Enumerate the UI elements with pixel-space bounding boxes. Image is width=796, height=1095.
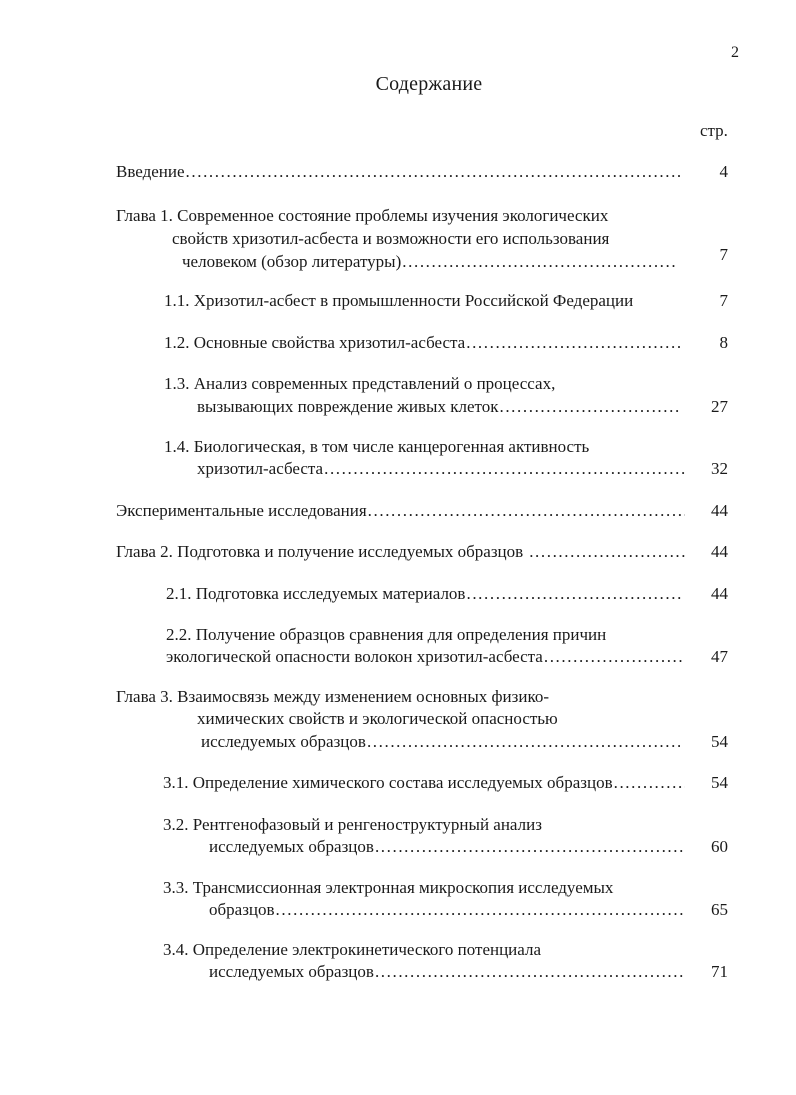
dot-leader — [375, 961, 685, 983]
page-title: Содержание — [375, 73, 483, 95]
toc-entry-text: 2.2. Получение образцов сравнения для определения причин — [166, 625, 607, 644]
toc-entry-text: хризотил-асбеста — [197, 459, 324, 478]
page-column-header: стр. — [700, 121, 728, 140]
dot-leader — [499, 396, 680, 418]
toc-entry-text: Введение — [116, 162, 185, 181]
dot-leader — [324, 458, 685, 480]
toc-entry-text: 3.3. Трансмиссионная электронная микроскопия исследуемых — [163, 878, 614, 897]
dot-leader — [466, 583, 683, 605]
toc-page-ref: 54 — [711, 732, 728, 751]
dot-leader — [375, 836, 685, 858]
dot-leader — [368, 500, 685, 522]
toc-entry-text: исследуемых образцов — [201, 732, 366, 751]
toc-entry-text: 1.4. Биологическая, в том числе канцерогенная активность — [164, 437, 590, 456]
toc-entry-text: 1.2. Основные свойства хризотил-асбеста — [164, 333, 466, 352]
toc-entry-text: экологической опасности волокон хризотил-асбеста — [166, 647, 543, 666]
toc-page-ref: 4 — [719, 162, 728, 181]
toc-entry-text: химических свойств и экологической опасностью — [197, 709, 558, 728]
toc-entry-text: Глава 2. Подготовка и получение исследуемых образцов — [116, 542, 524, 561]
toc-page-ref: 71 — [711, 962, 728, 981]
toc-entry-text: человеком (обзор литературы) — [182, 252, 402, 271]
toc-page-ref: 7 — [719, 245, 728, 264]
toc-entry-text: исследуемых образцов — [209, 837, 374, 856]
dot-leader — [367, 731, 680, 753]
dot-leader — [276, 899, 685, 921]
toc-page-ref: 44 — [711, 542, 728, 561]
toc-entry-text: 3.1. Определение химического состава исследуемых образцов — [163, 773, 613, 792]
page-number: 2 — [731, 44, 739, 61]
toc-page-ref: 27 — [711, 397, 728, 416]
toc-page-ref: 32 — [711, 459, 728, 478]
toc-page-ref: 44 — [711, 584, 728, 603]
toc-page-ref: 54 — [711, 773, 728, 792]
toc-page-ref: 65 — [711, 900, 728, 919]
dot-leader — [466, 332, 680, 354]
toc-entry-text: исследуемых образцов — [209, 962, 374, 981]
toc-page-ref: 47 — [711, 647, 728, 666]
toc-entry-text: вызывающих повреждение живых клеток — [197, 397, 499, 416]
toc-page-ref: 8 — [719, 333, 728, 352]
toc-page-ref: 60 — [711, 837, 728, 856]
toc-entry-text: образцов — [209, 900, 275, 919]
toc-entry-text: Глава 1. Современное состояние проблемы изучения экологических — [116, 206, 609, 225]
toc-entry-text: 3.2. Рентгенофазовый и ренгеноструктурный анализ — [163, 815, 542, 834]
toc-entry-text: 1.1. Хризотил-асбест в промышленности Российской Федерации — [164, 291, 634, 310]
toc-entry-text: 3.4. Определение электрокинетического потенциала — [163, 940, 542, 959]
toc-entry-text: 2.1. Подготовка исследуемых материалов — [166, 584, 466, 603]
dot-leader — [402, 251, 678, 273]
dot-leader — [529, 541, 685, 563]
toc-entry-text: Экспериментальные исследования — [116, 501, 367, 520]
toc-entry-text: Глава 3. Взаимосвязь между изменением основных физико- — [116, 687, 550, 706]
toc-page-ref: 44 — [711, 501, 728, 520]
dot-leader — [186, 161, 681, 183]
dot-leader — [614, 772, 685, 794]
toc-page-ref: 7 — [719, 291, 728, 310]
dot-leader — [544, 646, 684, 668]
toc-entry-text: свойств хризотил-асбеста и возможности его использования — [172, 229, 610, 248]
toc-entry-text: 1.3. Анализ современных представлений о процессах, — [164, 374, 556, 393]
